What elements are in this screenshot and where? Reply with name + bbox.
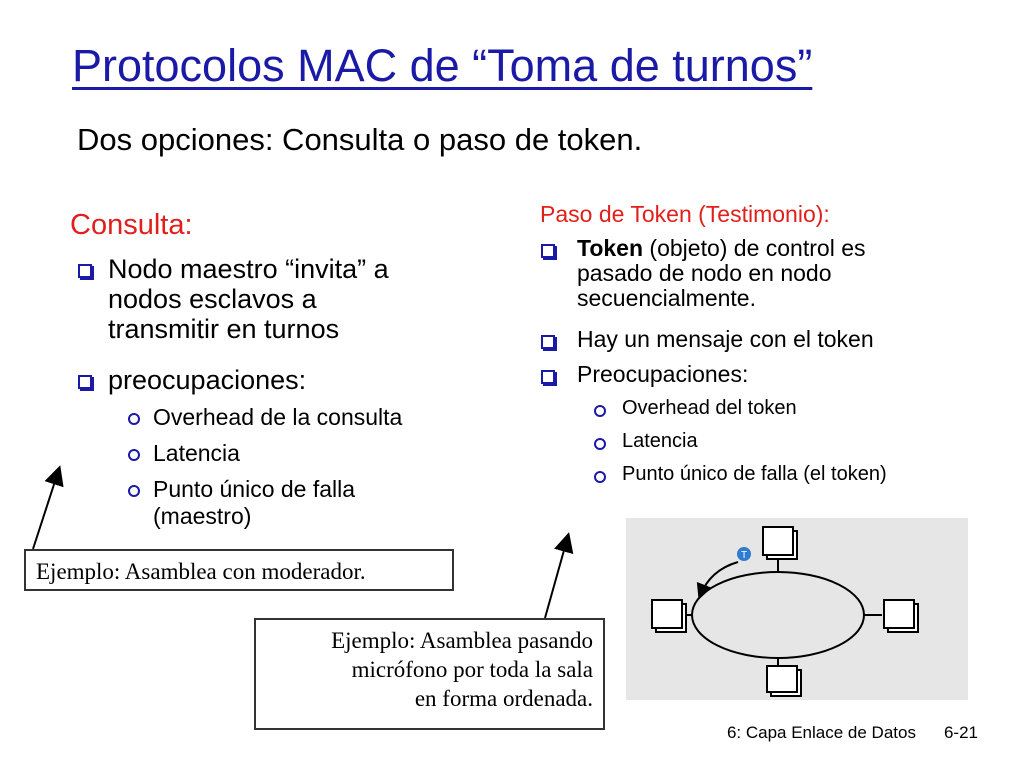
slide-footer [727, 723, 978, 743]
example-microphone-line-2: micrófono por toda la sala [351, 657, 593, 682]
token-bold-word: Token [577, 235, 644, 261]
node-top [763, 527, 797, 559]
left-bullet-2: preocupaciones: [108, 365, 307, 395]
arrow-to-consulta [33, 469, 59, 549]
slide-title: Protocolos MAC de “Toma de turnos” [72, 40, 813, 91]
example-microphone-line-1: Ejemplo: Asamblea pasando [331, 628, 593, 653]
right-bullet-1-line-3: secuencialmente. [577, 285, 756, 311]
example-moderator-box: Ejemplo: Asamblea con moderador. [24, 549, 454, 591]
ring-ellipse [692, 572, 864, 658]
left-bullet-1-line-1: Nodo maestro “invita” a [108, 254, 389, 284]
right-sub-bullet-2: Latencia [622, 430, 698, 452]
token-label: T [740, 550, 748, 561]
left-bullet-1-line-2: nodos esclavos a [108, 284, 317, 314]
token-ring-svg [626, 518, 968, 700]
right-sub-bullet-1: Overhead del token [622, 397, 797, 419]
node-bottom [767, 666, 801, 696]
arrow-to-token [545, 536, 568, 618]
left-sub-bullet-1: Overhead de la consulta [153, 404, 403, 430]
example-microphone-box [254, 618, 605, 730]
left-sub-bullet-3-line-1: Punto único de falla [153, 476, 356, 502]
right-bullet-1-line-2: pasado de nodo en nodo [577, 260, 832, 286]
token-heading: Paso de Token (Testimonio): [540, 201, 830, 227]
right-bullet-3: Preocupaciones: [577, 361, 749, 387]
right-sub-bullet-3: Punto único de falla (el token) [622, 463, 887, 485]
example-microphone-line-3: en forma ordenada. [414, 686, 593, 711]
left-sub-bullet-2: Latencia [153, 440, 240, 466]
left-bullet-1-line-3: transmitir en turnos [108, 314, 340, 344]
node-left [652, 600, 686, 632]
consulta-heading: Consulta: [70, 209, 193, 241]
right-bullet-2: Hay un mensaje con el token [577, 326, 874, 352]
footer-chapter: 6: Capa Enlace de Datos [726, 723, 916, 742]
footer-page: 6-21 [943, 723, 978, 742]
token-ring-diagram [626, 518, 968, 700]
right-bullet-1-line-1-rest: (objeto) de control es [643, 235, 866, 261]
slide-subtitle: Dos opciones: Consulta o paso de token. [77, 122, 643, 157]
node-right [884, 600, 918, 632]
left-sub-bullet-3-line-2: (maestro) [153, 503, 252, 529]
